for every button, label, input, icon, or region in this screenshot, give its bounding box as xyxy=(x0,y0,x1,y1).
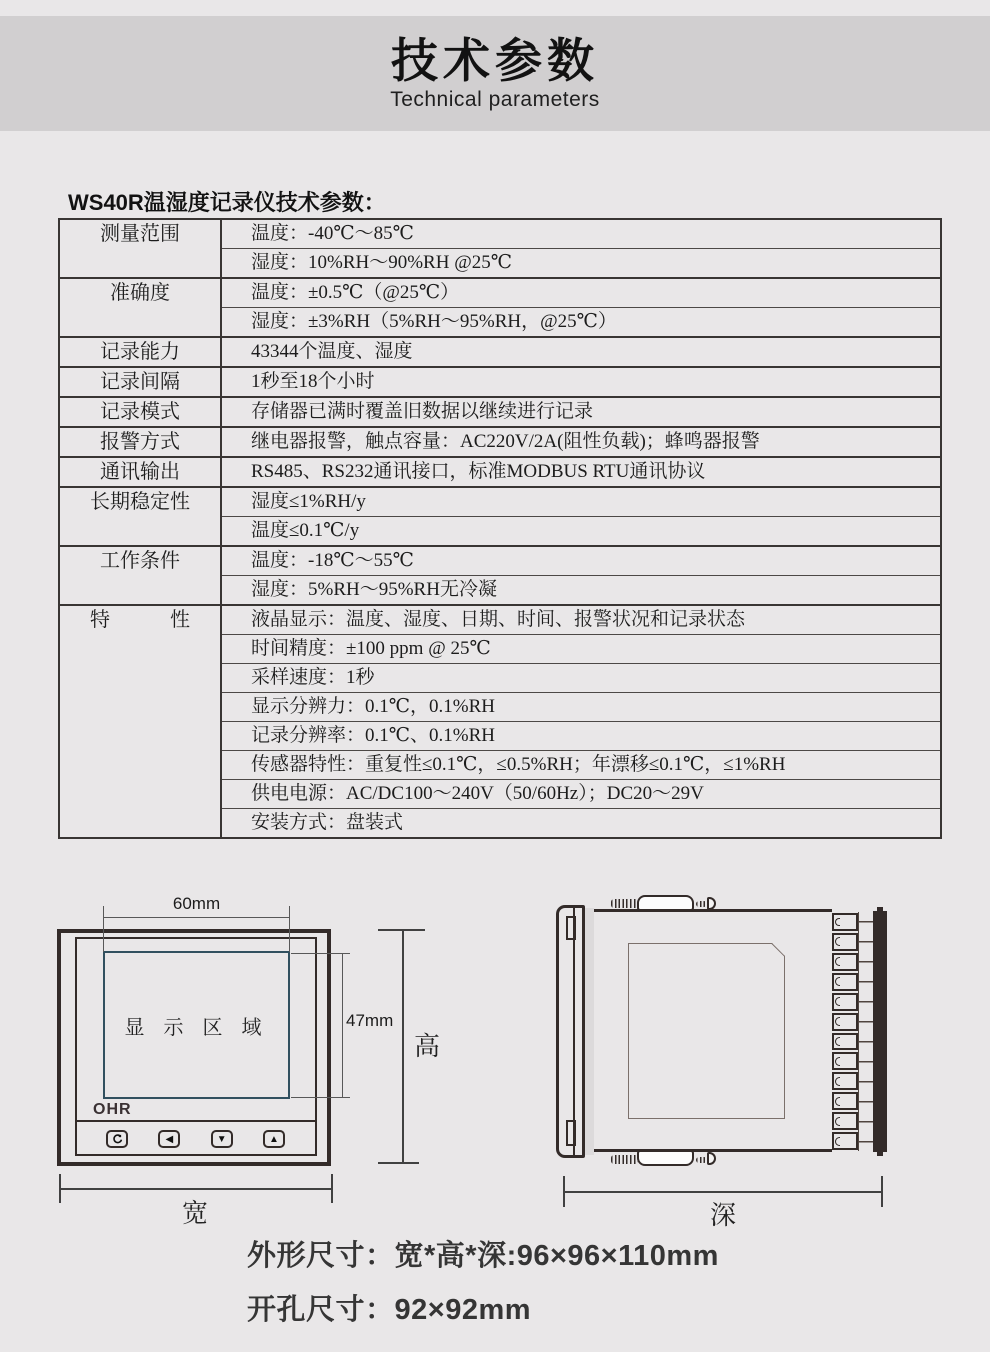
spec-value-row: 湿度：10%RH～90%RH @25℃ xyxy=(222,248,940,277)
side-view-clip-top xyxy=(566,916,576,940)
spec-value-row: 湿度：±3%RH（5%RH～95%RH，@25℃） xyxy=(222,307,940,336)
dim-60mm-ext-right xyxy=(289,906,290,952)
spec-value-row: 供电电源：AC/DC100～240V（50/60Hz）；DC20～29V xyxy=(222,779,940,808)
spec-value-row: 时间精度：±100 ppm @ 25℃ xyxy=(222,634,940,663)
mount-screw-thread-top xyxy=(611,899,638,908)
terminal-cell xyxy=(832,913,858,931)
spec-group-label: 特 性 xyxy=(60,606,222,837)
brand-logo: OHR xyxy=(93,1101,132,1118)
dim-60mm-label: 60mm xyxy=(172,894,221,913)
spec-group-values xyxy=(222,338,940,366)
spec-group-values xyxy=(222,428,940,456)
mount-screw-head-bottom xyxy=(707,1152,716,1165)
spec-value-row: 温度：-18℃～55℃ xyxy=(251,550,414,571)
left-button xyxy=(158,1130,180,1148)
spec-value-row: 温度≤0.1℃/y xyxy=(222,516,940,545)
overall-size-text: 外形尺寸：宽*高*深:96×96×110mm xyxy=(247,1240,719,1272)
dim-width-label: 宽 xyxy=(181,1199,208,1228)
mount-screw-tip-top xyxy=(696,901,707,907)
dim-depth-label: 深 xyxy=(709,1201,736,1230)
spec-group-values xyxy=(222,368,940,396)
spec-value-row: 湿度：5%RH～95%RH无冷凝 xyxy=(222,575,940,604)
spec-value-row: 安装方式：盘装式 xyxy=(222,808,940,837)
mount-clamp-top xyxy=(637,895,694,911)
cycle-icon xyxy=(112,1134,123,1145)
left-arrow-icon: ◀ xyxy=(165,1133,174,1145)
spec-group-values xyxy=(222,398,940,426)
spec-group xyxy=(60,486,940,545)
terminal-block xyxy=(832,912,858,1151)
spec-group-label: 测量范围 xyxy=(60,220,222,277)
spec-group-label: 记录间隔 xyxy=(60,368,222,396)
terminal-cell xyxy=(832,1072,858,1090)
spec-group xyxy=(60,545,940,604)
spec-value-row: 湿度≤1%RH/y xyxy=(251,491,366,512)
spec-group-label: 报警方式 xyxy=(60,428,222,456)
spec-group xyxy=(60,277,940,336)
dim-height-line xyxy=(402,930,404,1164)
cycle-button xyxy=(106,1130,128,1148)
spec-value-row: 存储器已满时覆盖旧数据以继续进行记录 xyxy=(251,401,594,422)
spec-value-row: 温度：-40℃～85℃ xyxy=(251,223,414,244)
up-arrow-icon: ▲ xyxy=(269,1133,279,1145)
spec-value-row: 采样速度：1秒 xyxy=(222,663,940,692)
dim-height-label: 高 xyxy=(414,1032,441,1061)
dim-width-line xyxy=(59,1188,333,1190)
spec-group xyxy=(60,604,940,837)
spec-group-label: 长期稳定性 xyxy=(60,488,222,545)
spec-value-row: 记录分辨率：0.1℃、0.1%RH xyxy=(222,721,940,750)
mount-screw-tip-bottom xyxy=(696,1157,707,1163)
terminal-cell xyxy=(832,1132,858,1150)
spec-value-row: 43344个温度、湿度 xyxy=(251,341,413,362)
spec-group xyxy=(60,220,940,277)
spec-group-values xyxy=(222,606,940,837)
spec-value-row: 1秒至18个小时 xyxy=(251,371,375,392)
terminal-cell xyxy=(832,1013,858,1031)
spec-value-row: RS485、RS232通讯接口，标准MODBUS RTU通讯协议 xyxy=(251,461,706,482)
terminal-cell xyxy=(832,1112,858,1130)
side-view-bezel-shadow xyxy=(585,908,594,1155)
spec-group-values xyxy=(222,458,940,486)
dim-47mm-label: 47mm xyxy=(346,1011,394,1030)
down-button xyxy=(211,1130,233,1148)
dim-height-tick-top xyxy=(378,929,425,931)
dim-47mm-line xyxy=(342,953,343,1098)
up-button xyxy=(263,1130,285,1148)
terminal-cell xyxy=(832,1092,858,1110)
intro-heading: WS40R温湿度记录仪技术参数： xyxy=(68,190,386,215)
terminal-cell xyxy=(832,993,858,1011)
side-view-case-panel xyxy=(628,943,785,1119)
spec-value-row: 传感器特性：重复性≤0.1℃，≤0.5%RH；年漂移≤0.1℃，≤1%RH xyxy=(222,750,940,779)
display-area-label: 显 示 区 域 xyxy=(124,1016,269,1039)
spec-group xyxy=(60,366,940,396)
spec-group-values xyxy=(222,547,940,604)
spec-group xyxy=(60,396,940,426)
terminal-cell xyxy=(832,973,858,991)
display-area xyxy=(103,951,290,1099)
dim-60mm-ext-left xyxy=(103,906,104,952)
side-view-clip-bottom xyxy=(566,1120,576,1146)
terminal-cell xyxy=(832,953,858,971)
spec-table xyxy=(58,218,942,839)
down-arrow-icon: ▼ xyxy=(216,1133,227,1145)
rear-cover-bar xyxy=(873,911,887,1152)
spec-group xyxy=(60,456,940,486)
dim-60mm-line xyxy=(103,917,289,918)
front-panel-button-bar xyxy=(75,1120,317,1156)
spec-group xyxy=(60,426,940,456)
spec-group-label: 工作条件 xyxy=(60,547,222,604)
terminal-back-column xyxy=(858,912,873,1151)
page-subtitle: Technical parameters xyxy=(390,88,600,112)
spec-value-row: 温度：±0.5℃（@25℃） xyxy=(251,282,460,303)
cutout-size-text: 开孔尺寸：92×92mm xyxy=(247,1294,532,1326)
side-view-bezel-line xyxy=(573,908,575,1155)
dim-depth-line xyxy=(563,1191,883,1193)
spec-group-label: 记录能力 xyxy=(60,338,222,366)
header-band xyxy=(0,16,990,131)
mount-screw-thread-bottom xyxy=(611,1155,638,1164)
spec-group xyxy=(60,336,940,366)
mount-clamp-bottom xyxy=(637,1150,694,1166)
spec-value-row: 继电器报警，触点容量：AC220V/2A(阻性负载)；蜂鸣器报警 xyxy=(251,431,760,452)
spec-group-label: 通讯输出 xyxy=(60,458,222,486)
page-title: 技术参数 xyxy=(391,33,599,87)
spec-group-label: 准确度 xyxy=(60,279,222,336)
spec-group-values xyxy=(222,488,940,545)
spec-value-row: 液晶显示：温度、湿度、日期、时间、报警状况和记录状态 xyxy=(251,609,746,630)
terminal-cell xyxy=(832,1052,858,1070)
spec-value-row: 显示分辨力：0.1℃，0.1%RH xyxy=(222,692,940,721)
terminal-cell xyxy=(832,933,858,951)
spec-group-values xyxy=(222,220,940,277)
spec-group-values xyxy=(222,279,940,336)
terminal-cell xyxy=(832,1033,858,1051)
spec-group-label: 记录模式 xyxy=(60,398,222,426)
dim-height-tick-bottom xyxy=(378,1162,419,1164)
